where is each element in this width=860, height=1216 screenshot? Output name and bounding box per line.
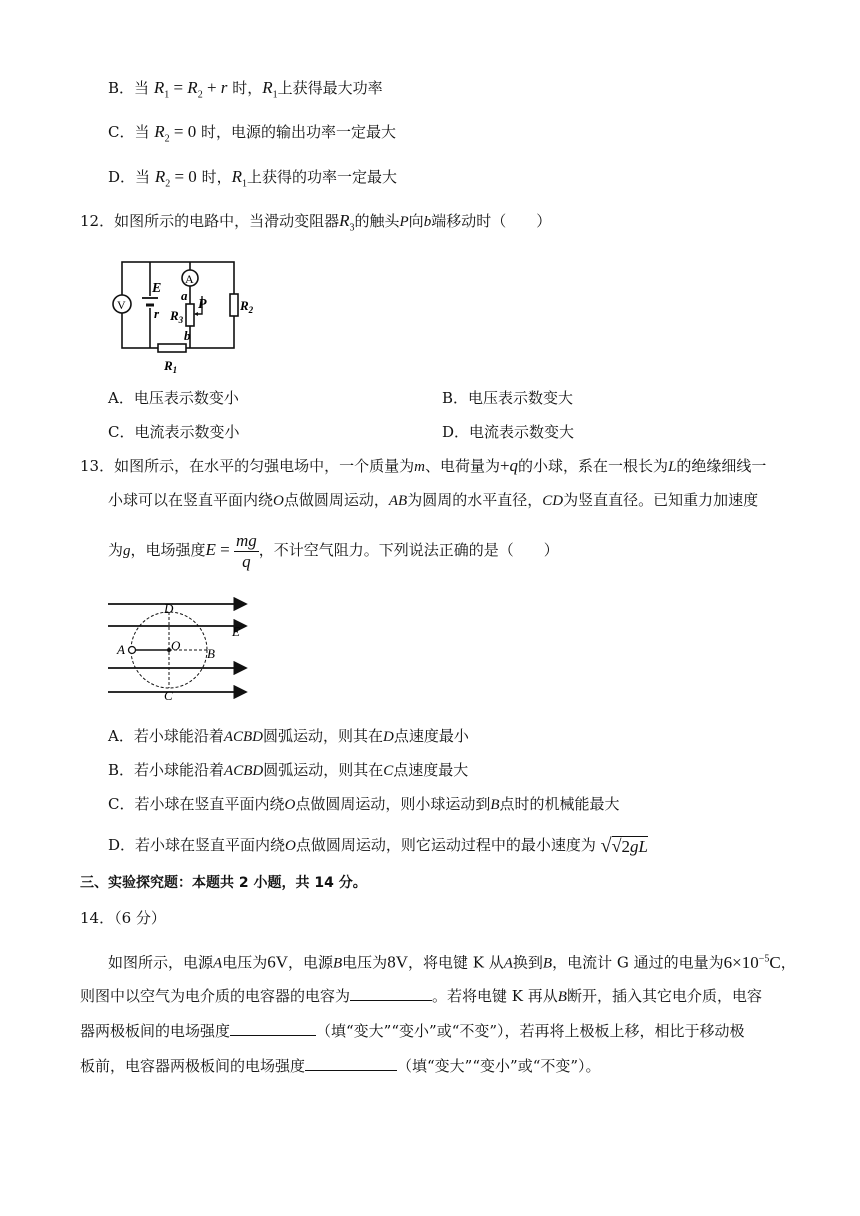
field-formula: $\frac{mg}{q}$ [236,530,257,571]
answer-blank-1[interactable] [350,984,432,1001]
q12-option-c: C．电流表示数变小 [108,423,240,441]
q13-stem-line3: 为g，电场强度E = $\frac{mg}{q}$ ，不计空气阻力。下列说法正确的是（ ） [108,530,559,571]
q13-option-d: D．若小球在竖直平面内绕O点做圆周运动，则它运动过程中的最小速度为 √√2gL [108,834,649,857]
q13-stem-line1: 13．如图所示，在水平的匀强电场中，一个质量为m、电荷量为+q的小球，系在一根长为L的绝缘细线一 [80,456,767,475]
svg-text:A: A [117,642,125,657]
ball [129,647,136,654]
q11-option-c: C．当 $R_2 = 0$ 时，电源的输出功率一定最大 [108,122,397,145]
svg-text:V: V [117,298,126,312]
q11-optd-formula: $R_2 = 0$ [154,167,197,190]
svg-text:b: b [184,328,191,343]
q11-optc-formula: $R_2 = 0$ [154,122,197,145]
q12-stem: 12．如图所示的电路中，当滑动变阻器$R_3$的触头P向b端移动时（ ） [80,211,552,234]
svg-text:P: P [198,297,207,312]
svg-text:C: C [164,688,173,703]
q12-option-a: A．电压表示数变小 [108,389,239,407]
answer-blank-2[interactable] [230,1019,316,1036]
q14-line3: 器两极板间的电场强度 （填“变大”“变小”或“不变”），若再将上极板上移，相比于移动极 [80,1019,745,1042]
svg-text:O: O [171,638,181,653]
resistor-r1 [158,344,186,352]
q13-field-diagram [108,596,256,704]
q11-optb-formula: $R_1 = R_2 + r$ [153,78,228,101]
answer-blank-3[interactable] [305,1054,397,1071]
q13-option-a: A．若小球能沿着ACBD圆弧运动，则其在D点速度最小 [108,727,469,745]
q12-circuit-diagram [104,256,264,376]
q14-header: 14．（6 分） [80,909,166,927]
svg-text:a: a [181,288,188,303]
q11-option-d: D．当 $R_2 = 0$ 时，$R_1$上获得的功率一定最大 [108,167,397,190]
svg-text:B: B [207,646,215,661]
q14-line1: 如图所示，电源A电压为6V，电源B电压为8V，将电键 K 从A换到B，电流计 G 通过的电量为$6\times 10^{-5}C$， [108,952,796,972]
svg-text:A: A [185,272,194,286]
rheostat-r3 [186,304,194,326]
q14-line2: 则图中以空气为电介质的电容器的电容为 。若将电键 K 再从B断开，插入其它电介质，电容 [80,984,762,1008]
resistor-r2 [230,294,238,316]
sqrt-formula: √√2gL [600,834,649,857]
svg-text:E: E [152,281,162,296]
q12-option-b: B．电压表示数变大 [442,389,574,407]
svg-text:E: E [232,624,240,639]
section-3-heading: 三、实验探究题：本题共 2 小题，共 14 分。 [80,875,367,891]
q12-option-d: D．电流表示数变大 [442,423,575,441]
svg-text:R2: $R_2$ [240,298,254,315]
q13-stem-line2: 小球可以在竖直平面内绕O点做圆周运动，AB为圆周的水平直径，CD为竖直直径。已知重力加速度 [108,491,759,509]
q13-option-b: B．若小球能沿着ACBD圆弧运动，则其在C点速度最大 [108,761,469,779]
q13-option-c: C．若小球在竖直平面内绕O点做圆周运动，则小球运动到B点时的机械能最大 [108,795,620,813]
svg-text:r: r [154,306,160,321]
q14-line4: 板前，电容器两极板间的电场强度 （填“变大”“变小”或“不变”）。 [80,1054,601,1077]
svg-text:R3: $R_3$ [170,308,184,325]
svg-text:D: D [164,601,174,616]
q11-option-b: B．当 $R_1 = R_2 + r$ 时，$R_1$上获得最大功率 [108,78,383,101]
svg-text:R1: $R_1$ [164,358,178,375]
